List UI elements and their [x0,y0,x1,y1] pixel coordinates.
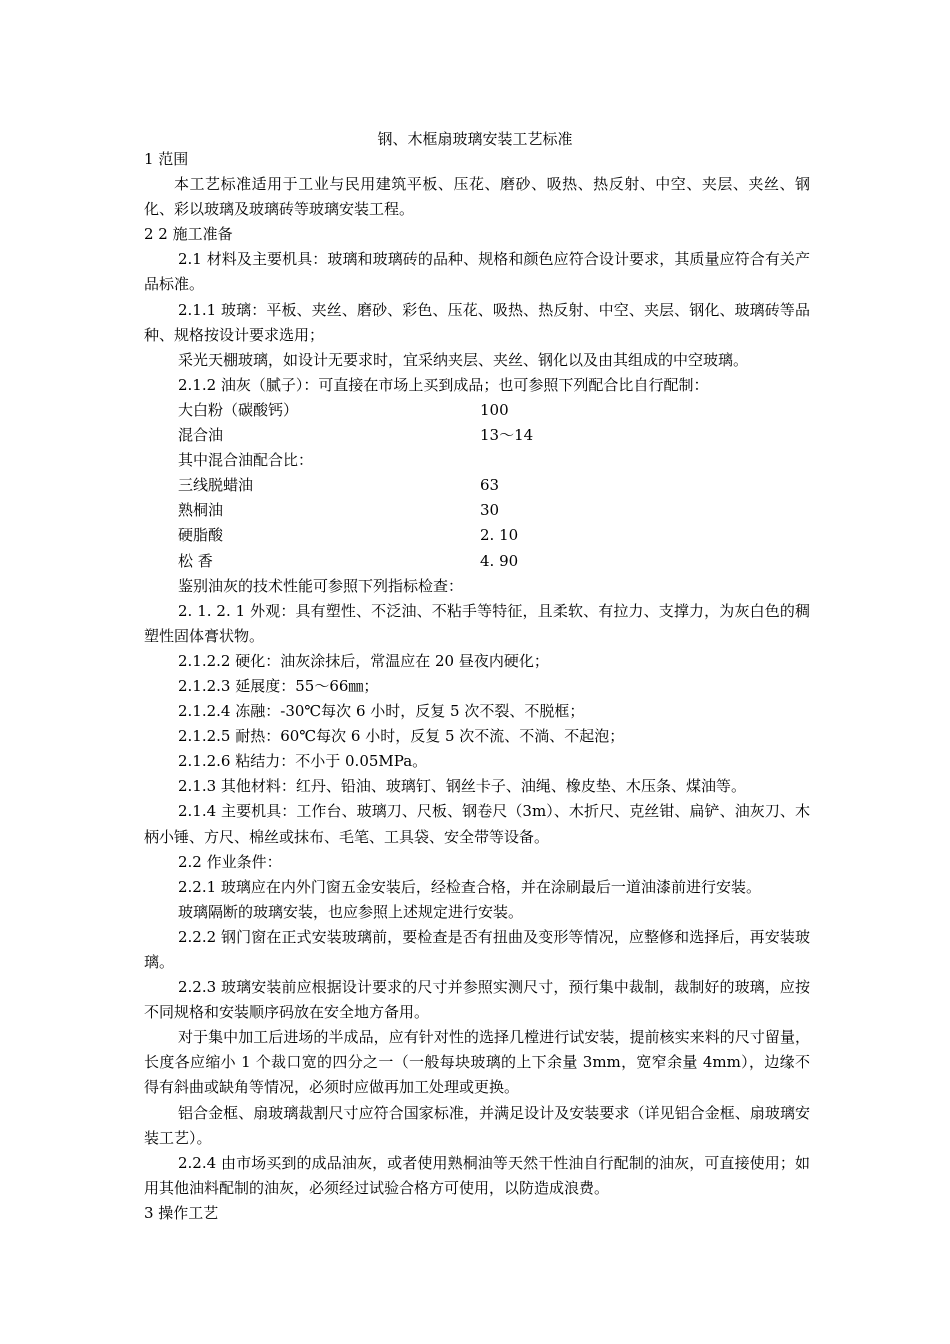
mix-ingredient: 三线脱蜡油 [178,476,254,495]
putty-mix-row [144,398,810,423]
section-heading: 2 2 施工准备 [144,225,233,244]
mix-ingredient: 混合油 [178,426,224,445]
paragraph: 2.1.2.6 粘结力：不小于 0.05MPa。 [178,752,428,771]
mix-value: 2. 10 [480,526,519,545]
paragraph: 2.2.2 钢门窗在正式安装玻璃前，要检查是否有扭曲及变形等情况，应整修和选择后，再安装玻璃。 [144,927,810,971]
mix-value: 13～14 [480,426,534,445]
paragraph: 2.1.3 其他材料：红丹、铅油、玻璃钉、钢丝卡子、油绳、橡皮垫、木压条、煤油等。 [178,777,746,796]
paragraph: 对于集中加工后进场的半成品，应有针对性的选择几樘进行试安装，提前核实来料的尺寸留量，长度各应缩小 1 个裁口宽的四分之一（一般每块玻璃的上下余量 3mm，宽窄余量 4mm），边缘不得有斜曲或缺角等情况，必须时应做再加工处理或更换。 [144,1028,810,1097]
oil-mix-row [144,523,810,548]
paragraph: 采光天棚玻璃，如设计无要求时，宜采纳夹层、夹丝、钢化以及由其组成的中空玻璃。 [178,350,749,369]
mix-ingredient: 大白粉（碳酸钙） [178,400,299,419]
mix-value: 30 [480,501,500,520]
section-heading: 1 范围 [144,150,189,168]
mix-value: 100 [480,400,509,419]
section-heading: 3 操作工艺 [144,1203,219,1222]
paragraph: 2.1.2.3 延展度：55～66㎜； [178,676,379,695]
paragraph: 2.2.3 玻璃安装前应根据设计要求的尺寸并参照实测尺寸，预行集中裁制，裁制好的玻璃，应按不同规格和安装顺序码放在安全地方备用。 [144,978,810,1022]
paragraph: 2.2.1 玻璃应在内外门窗五金安装后，经检查合格，并在涂刷最后一道油漆前进行安装。 [178,877,761,896]
paragraph: 2.1.2.2 硬化：油灰涂抹后，常温应在 20 昼夜内硬化； [178,651,549,670]
oil-mix-row [144,549,810,574]
paragraph: 2.1.1 玻璃：平板、夹丝、磨砂、彩色、压花、吸热、热反射、中空、夹层、钢化、玻璃砖等品种、规格按设计要求选用； [144,300,810,344]
document-body [144,147,810,1226]
paragraph: 2.1.4 主要机具：工作台、玻璃刀、尺板、钢卷尺（3m）、木折尺、克丝钳、扁铲、油灰刀、木柄小锤、方尺、棉丝或抹布、毛笔、工具袋、安全带等设备。 [144,802,810,846]
paragraph: 2. 1. 2. 1 外观：具有塑性、不泛油、不粘手等特征，且柔软、有拉力、支撑力，为灰白色的稠塑性固体膏状物。 [144,601,810,645]
mix-ingredient: 硬脂酸 [178,526,224,545]
paragraph: 2.1.2.4 冻融：-30℃每次 6 小时，反复 5 次不裂、不脱框； [178,702,585,721]
paragraph: 2.1.2 油灰（腻子）：可直接在市场上买到成品；也可参照下列配合比自行配制： [178,375,709,394]
paragraph: 铝合金框、扇玻璃裁割尺寸应符合国家标准，并满足设计及安装要求（详见铝合金框、扇玻璃安装工艺）。 [144,1103,810,1147]
oil-mix-row [144,473,810,498]
paragraph: 2.1.2.5 耐热：60℃每次 6 小时，反复 5 次不流、不淌、不起泡； [178,727,625,746]
paragraph: 2.1 材料及主要机具：玻璃和玻璃砖的品种、规格和颜色应符合设计要求，其质量应符合有关产品标准。 [144,250,810,294]
paragraph: 2.2 作业条件： [178,852,282,871]
oil-mix-row [144,498,810,523]
mix-value: 63 [480,476,500,495]
document-title: 钢、木框扇玻璃安装工艺标准 [377,130,573,148]
mix-ingredient: 熟桐油 [178,501,224,520]
paragraph: 玻璃隔断的玻璃安装，也应参照上述规定进行安装。 [178,902,524,921]
paragraph: 鉴别油灰的技术性能可参照下列指标检查： [178,576,464,595]
paragraph: 其中混合油配合比： [178,451,314,470]
putty-mix-row [144,423,810,448]
paragraph: 本工艺标准适用于工业与民用建筑平板、压花、磨砂、吸热、热反射、中空、夹层、夹丝、钢化、彩以玻璃及玻璃砖等玻璃安装工程。 [144,175,810,219]
mix-value: 4. 90 [480,551,519,570]
mix-ingredient: 松 香 [178,551,213,570]
paragraph: 2.2.4 由市场买到的成品油灰，或者使用熟桐油等天然干性油自行配制的油灰，可直接使用；如用其他油料配制的油灰，必须经过试验合格方可使用，以防造成浪费。 [144,1153,810,1197]
